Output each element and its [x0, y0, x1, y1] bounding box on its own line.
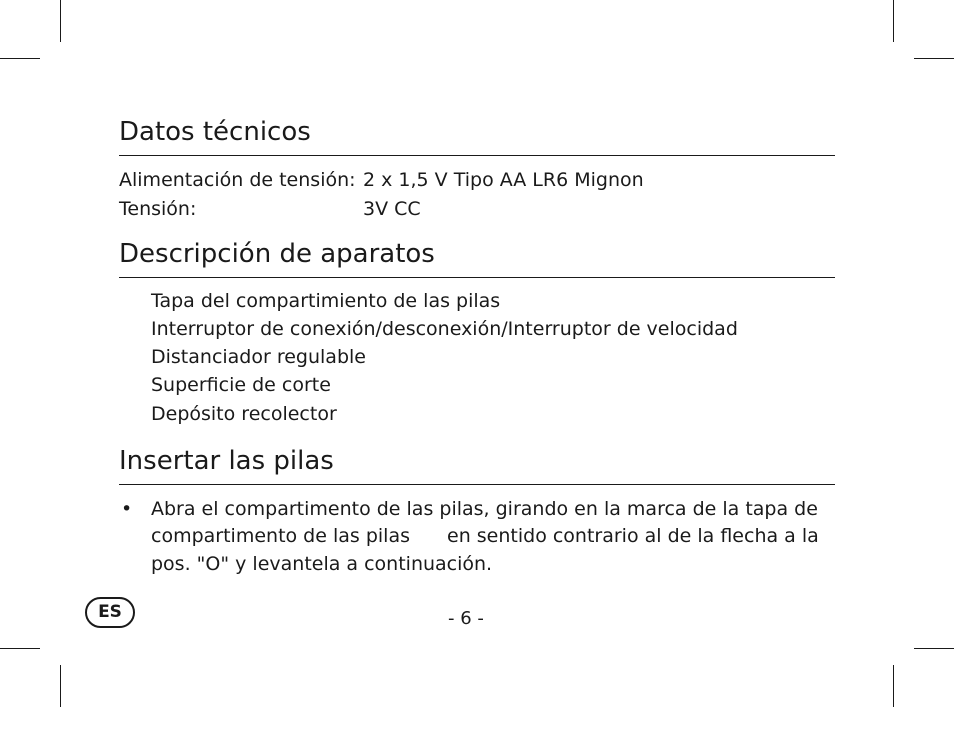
tech-value-power: 2 x 1,5 V Tipo AA LR6 Mignon	[363, 169, 644, 191]
section-title-description: Descripción de aparatos	[119, 239, 435, 269]
description-item-collector: Depósito recolector	[151, 403, 337, 425]
section-rule-batteries	[119, 484, 835, 485]
bullet-point: •	[121, 498, 133, 520]
description-item-battery-cover: Tapa del compartimiento de las pilas	[151, 290, 501, 312]
crop-mark-bottom-left-horizontal	[0, 648, 40, 649]
crop-mark-top-right-horizontal	[914, 58, 954, 59]
description-item-spacer: Distanciador regulable	[151, 346, 366, 368]
crop-mark-bottom-right-horizontal	[914, 648, 954, 649]
language-badge: ES	[85, 597, 135, 628]
batteries-step-line-2a: compartimento de las pilas	[151, 525, 410, 547]
section-rule-description	[119, 277, 835, 278]
description-item-power-switch: Interruptor de conexión/desconexión/Interruptor de velocidad	[151, 318, 738, 340]
batteries-step-line-3: pos. "O" y levantela a continuación.	[151, 553, 493, 575]
crop-mark-bottom-left-vertical	[60, 665, 61, 707]
batteries-step-line-1: Abra el compartimento de las pilas, girando en la marca de la tapa de	[151, 498, 818, 520]
tech-label-voltage: Tensión:	[119, 198, 197, 220]
section-rule-tech	[119, 155, 835, 156]
page-number: - 6 -	[448, 608, 484, 629]
section-title-batteries: Insertar las pilas	[119, 446, 334, 476]
crop-mark-top-right-vertical	[893, 0, 894, 42]
crop-mark-top-left-vertical	[60, 0, 61, 42]
tech-label-power: Alimentación de tensión:	[119, 169, 356, 191]
section-title-tech: Datos técnicos	[119, 117, 311, 147]
crop-mark-top-left-horizontal	[0, 58, 40, 59]
crop-mark-bottom-right-vertical	[893, 665, 894, 707]
tech-value-voltage: 3V CC	[363, 198, 421, 220]
description-item-cutting-surface: Superficie de corte	[151, 374, 331, 396]
batteries-step-line-2b: en sentido contrario al de la flecha a la	[447, 525, 819, 547]
